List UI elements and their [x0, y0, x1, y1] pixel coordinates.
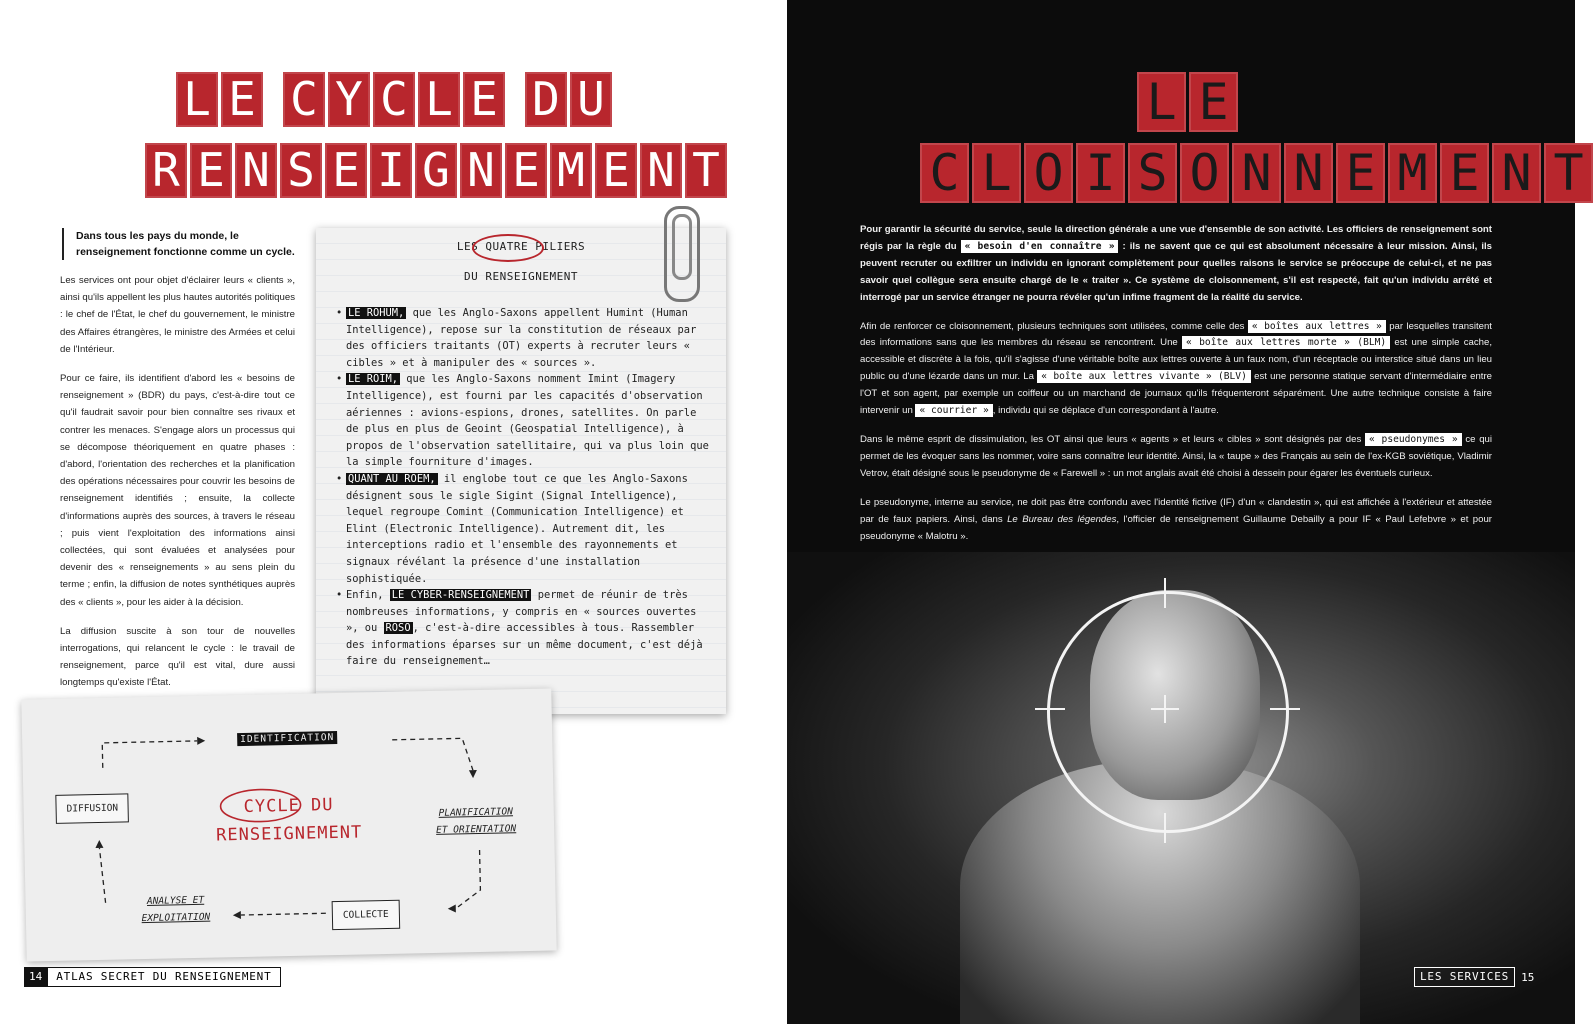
title-letter: N [235, 143, 277, 198]
title-letter: C [283, 72, 325, 127]
title-letter: L [1137, 72, 1186, 132]
pillar-item: • Enfin, LE CYBER-RENSEIGNEMENT permet de réunir de très nombreuses informations, y compris en « sources ouvertes », ou ROSO , c'est-à-dire accessibles à tous. Rassembler des informations éparses sur un même document, c'est déjà faire du renseignement… [336, 587, 711, 670]
title-letter: E [1440, 143, 1489, 203]
left-footer [24, 967, 281, 987]
crosshair-tick-right [1270, 708, 1300, 710]
cycle-planification: PLANIFICATION [438, 806, 514, 819]
title-letter: E [595, 143, 637, 198]
title-letter: R [145, 143, 187, 198]
title-letter: L [176, 72, 218, 127]
paperclip-inner [672, 214, 692, 280]
note-title-line2: DU RENSEIGNEMENT [464, 270, 578, 283]
title-letter: O [1024, 143, 1073, 203]
cycle-card [21, 688, 556, 961]
title-letter: N [640, 143, 682, 198]
cycle-exploitation: EXPLOITATION [141, 911, 211, 925]
title-letter: C [920, 143, 969, 203]
left-paragraph: La diffusion suscite à son tour de nouvelles interrogations, qui relancent le cycle : le travail de renseignement, parce qu'il est vital, dure aussi longtemps qu'existe l'État. [60, 625, 295, 689]
note-title-line1: LES QUATRE PILIERS [456, 240, 586, 253]
left-body [60, 272, 295, 704]
title-letter: E [505, 143, 547, 198]
title-cycle-line2 [145, 143, 730, 198]
cycle-center-line1: CYCLE DU [243, 795, 334, 817]
cycle-diffusion: DIFFUSION [55, 793, 129, 824]
crosshair-tick-bottom [1164, 813, 1166, 843]
crosshair-circle-icon [1047, 591, 1289, 833]
pillar-item: • LE ROHUM, que les Anglo-Saxons appellent Humint (Human Intelligence), repose sur la constitution de réseaux par des officiers traitants (OT) experts à recruter leurs « cibles » et à manipuler des « sources ». [336, 305, 711, 371]
title-letter: I [370, 143, 412, 198]
crosshair-center-h [1151, 708, 1179, 710]
left-page [0, 0, 787, 1024]
left-paragraph: Pour ce faire, ils identifient d'abord les « besoins de renseignement » (BDR) du pays, c'est-à-dire tout ce qu'il faudrait savoir pour bien connaître ses rivaux et contrer les menaces. S'engage alors un processus qui se décompose théoriquement en quatre phases : d'abord, l'orientation des recherches et la planification des opérations nécessaires pour couvrir les besoins de renseignement identifiés ; ensuite, la collecte d'informations auprès des sources, à travers le réseau ; puis vient l'exploitation des informations ainsi collectées, qui sont évaluées et analysées pour devenir des « renseignements » au sens plein du terme ; enfin, la diffusion de notes synthétiques auprès des « clients », pour les aider à la décision. [60, 373, 295, 608]
title-cloisonnement-line2 [920, 143, 1596, 203]
right-paragraph: Le pseudonyme, interne au service, ne doit pas être confondu avec l'identité fictive (IF) d'un « clandestin », qui est affichée à l'extérieur et attestée par de faux papiers. Ainsi, dans Le Bureau des légendes, l'officier de renseignement Guillaume Debailly a pour IF « Paul Lefebvre » et pour pseudonyme « Malotru ». [860, 496, 1492, 542]
title-letter: C [373, 72, 415, 127]
title-letter: E [325, 143, 367, 198]
title-letter: S [1128, 143, 1177, 203]
title-cycle-line1 [176, 72, 615, 127]
title-letter: N [1284, 143, 1333, 203]
pillar-item: • QUANT AU ROEM, il englobe tout ce que les Anglo-Saxons désignent sous le sigle Sigint (Signal Intelligence), lequel regroupe Comint (Communication Intelligence) et Elint (Electronic Intelligence). Autrement dit, les interceptions radio et l'ensemble des rayonnements et signaux révélant la présence d'une installation sophistiquée. [336, 471, 711, 587]
title-letter: Y [328, 72, 370, 127]
footer-section: LES SERVICES [1414, 967, 1515, 987]
cycle-center-line2: RENSEIGNEMENT [215, 822, 363, 846]
title-letter: M [1388, 143, 1437, 203]
right-body [860, 222, 1492, 557]
title-letter: G [415, 143, 457, 198]
title-letter: E [1189, 72, 1238, 132]
right-paragraph: Pour garantir la sécurité du service, seule la direction générale a une vue d'ensemble de son activité. Les officiers de renseignement sont régis par la règle du « besoin d'en connaître » : ils ne savent que ce qui est absolument nécessaire à leur mission. Ainsi, ils peuvent recruter ou exfiltrer un individu en ignorant complètement pour quelles raisons le service se préoccupe de celui-ci, et ne pas savoir quel collègue sera ensuite chargé de le « traiter ». Ce système de cloisonnement, s'il est respecté, fait qu'un individu arrêté et interrogé par un service étranger ne pourra révéler qu'un infime fragment de la réalité du service. [860, 224, 1492, 303]
title-letter: E [221, 72, 263, 127]
right-paragraph: Afin de renforcer ce cloisonnement, plusieurs techniques sont utilisées, comme celle des « boîtes aux lettres » par lesquelles transitent des informations sans que les membres du réseau se rencontrent. Une « boîte aux lettres morte » (BLM) est une simple cache, accessible et discrète à la fois, qu'il s'agisse d'une véritable boîte aux lettres ouverte à un faux nom, d'un réceptacle ou interstice situé dans un lieu public ou d'une lézarde dans un mur. La « boîte aux lettres vivante » (BLV) est une personne statique servant d'intermédiaire entre l'OT et son agent, par exemple un coiffeur ou un marchand de journaux qu'ils fréquenteront séparément. Une autre technique consiste à faire intervenir un « courrier » , individu qui se déplace d'un correspondant à l'autre. [860, 320, 1492, 417]
page-number: 15 [1521, 970, 1535, 984]
pillar-item: • LE ROIM, que les Anglo-Saxons nomment Imint (Imagery Intelligence), est fourni par les capacités d'observation aériennes : avions-espions, drones, satellites. On parle de plus en plus de Geoint (Geospatial Intelligence), à propos de l'observation satellitaire, qui va plus loin que la simple fourniture d'images. [336, 371, 711, 471]
pillars-list [336, 305, 711, 670]
cycle-orientation: ET ORIENTATION [435, 823, 517, 836]
title-letter: N [1492, 143, 1541, 203]
cycle-identification: IDENTIFICATION [237, 731, 337, 746]
title-letter: D [525, 72, 567, 127]
crosshair-tick-left [1035, 708, 1065, 710]
crosshair-tick-top [1164, 578, 1166, 608]
title-letter: N [460, 143, 502, 198]
title-letter: L [972, 143, 1021, 203]
right-paragraph: Dans le même esprit de dissimulation, les OT ainsi que leurs « agents » et leurs « cibles » sont désignés par des « pseudonymes » ce qui permet de les évoquer sans les nommer, voire sans connaître leur identité. Ainsi, la « taupe » des Français au sein de l'ex-KGB soviétique, Vladimir Vetrov, était désigné sous le pseudonyme de « Farewell » : un mot anglais avait été choisi à dessein pour égarer les éventuels curieux. [860, 433, 1492, 479]
title-letter: M [550, 143, 592, 198]
title-letter: E [463, 72, 505, 127]
cycle-collecte: COLLECTE [332, 900, 400, 930]
title-letter: E [190, 143, 232, 198]
title-space [266, 72, 280, 127]
intro-text: Dans tous les pays du monde, le renseignement fonctionne comme un cycle. [62, 228, 311, 260]
red-circle-mark [472, 234, 544, 262]
title-letter: T [685, 143, 727, 198]
page-number: 14 [24, 967, 47, 987]
title-letter: S [280, 143, 322, 198]
left-paragraph: Les services ont pour objet d'éclairer leurs « clients », ainsi qu'ils appellent les plus hautes autorités politiques : le chef de l'État, le chef du gouvernement, le ministre des Affaires étrangères, le ministre des Armées et celui de l'Intérieur. [60, 275, 295, 355]
title-letter: I [1076, 143, 1125, 203]
footer-title: ATLAS SECRET DU RENSEIGNEMENT [47, 967, 280, 987]
title-letter: U [570, 72, 612, 127]
title-letter: T [1544, 143, 1593, 203]
right-footer [1414, 967, 1540, 987]
title-letter: L [418, 72, 460, 127]
title-cloisonnement-line1 [1137, 72, 1241, 132]
cycle-analyse: ANALYSE ET [146, 894, 205, 907]
title-letter: E [1336, 143, 1385, 203]
title-space [508, 72, 522, 127]
title-letter: N [1232, 143, 1281, 203]
title-letter: O [1180, 143, 1229, 203]
